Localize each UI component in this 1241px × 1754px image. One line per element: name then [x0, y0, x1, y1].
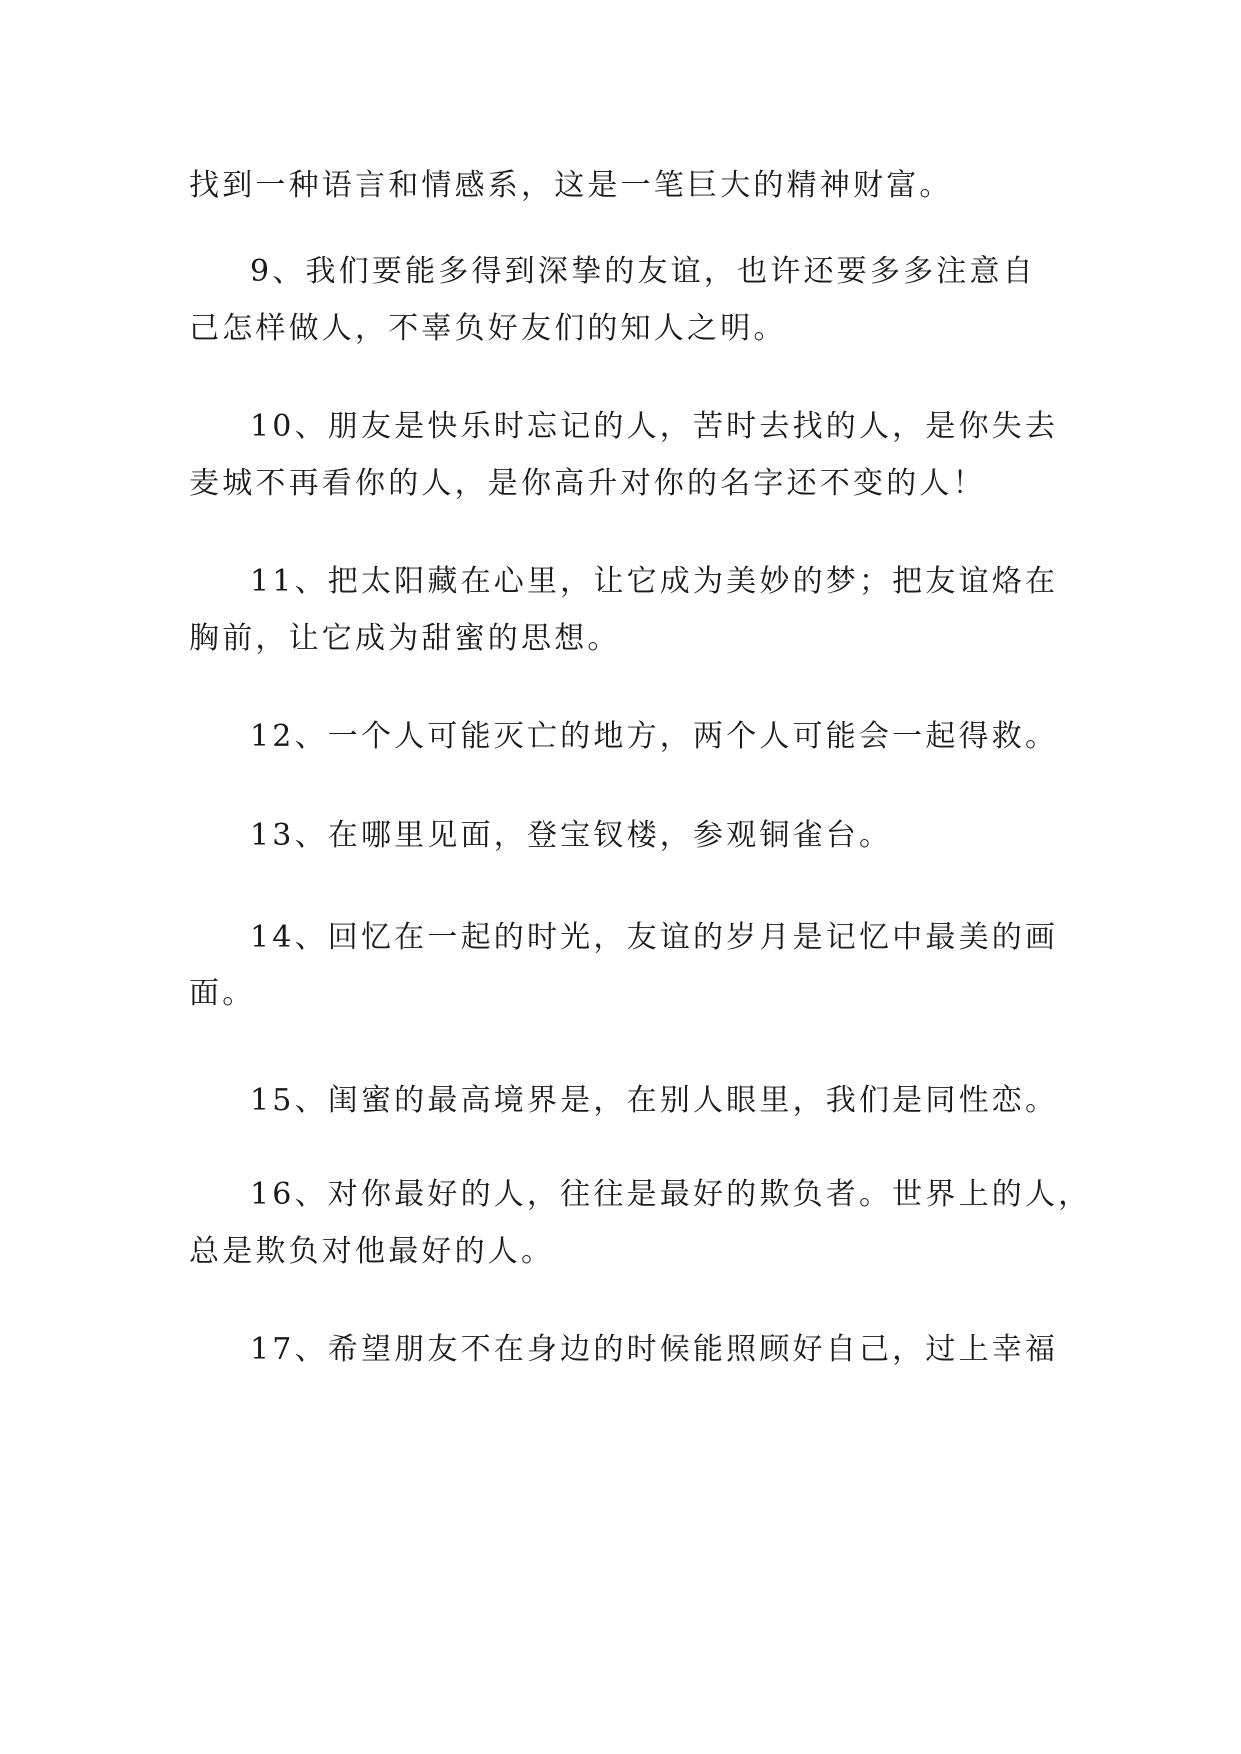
- paragraph-16-line-2: 总是欺负对他最好的人。: [189, 1234, 555, 1269]
- paragraph-9-line-2: 己怎样做人，不辜负好友们的知人之明。: [189, 311, 787, 346]
- paragraph-17-line-1: 17、希望朋友不在身边的时候能照顾好自己，过上幸福: [250, 1332, 1059, 1367]
- paragraph-11-line-1: 11、把太阳藏在心里，让它成为美妙的梦；把友谊烙在: [250, 564, 1059, 599]
- paragraph-11-line-2: 胸前，让它成为甜蜜的思想。: [189, 621, 621, 656]
- paragraph-14-line-1: 14、回忆在一起的时光，友谊的岁月是记忆中最美的画: [250, 920, 1059, 955]
- paragraph-10-line-1: 10、朋友是快乐时忘记的人，苦时去找的人，是你失去: [250, 409, 1059, 444]
- paragraph-15-line-1: 15、闺蜜的最高境界是，在别人眼里，我们是同性恋。: [250, 1083, 1059, 1118]
- paragraph-13-line-1: 13、在哪里见面，登宝钗楼，参观铜雀台。: [250, 818, 893, 853]
- paragraph-9-line-1: 9、我们要能多得到深挚的友谊，也许还要多多注意自: [250, 254, 1036, 289]
- text-line: 找到一种语言和情感系，这是一笔巨大的精神财富。: [189, 168, 953, 203]
- paragraph-16-line-1: 16、对你最好的人，往往是最好的欺负者。世界上的人，: [250, 1177, 1092, 1212]
- paragraph-10-line-2: 麦城不再看你的人，是你高升对你的名字还不变的人！: [189, 466, 986, 501]
- paragraph-12-line-1: 12、一个人可能灭亡的地方，两个人可能会一起得救。: [250, 719, 1059, 754]
- paragraph-14-line-2: 面。: [189, 976, 256, 1011]
